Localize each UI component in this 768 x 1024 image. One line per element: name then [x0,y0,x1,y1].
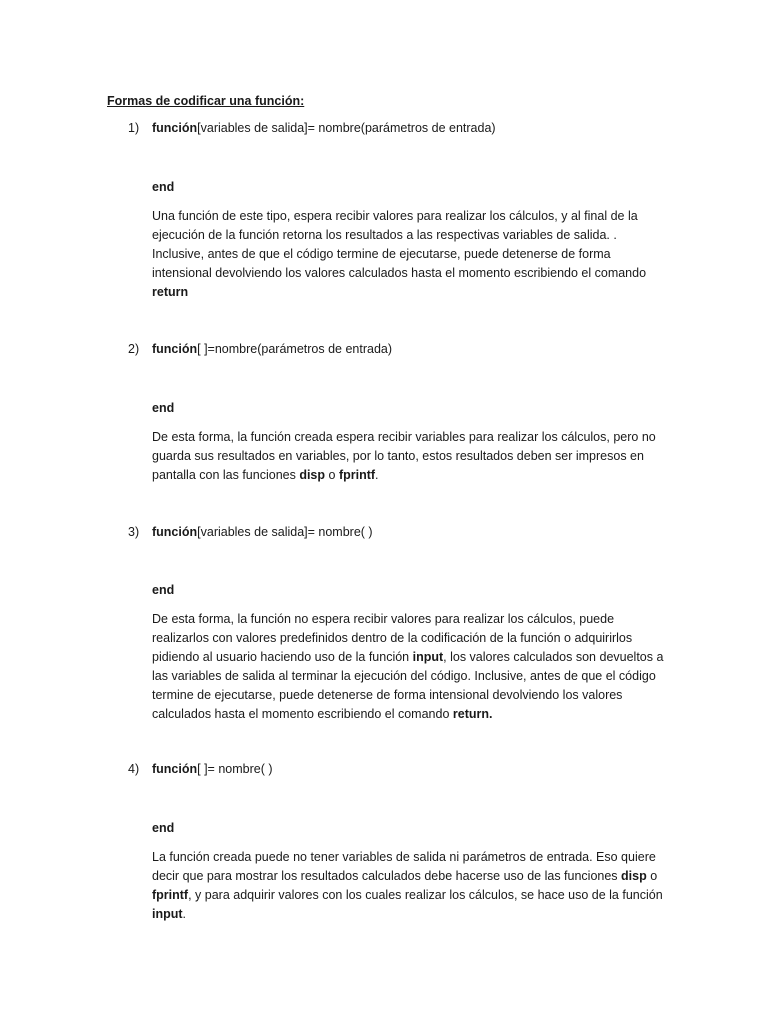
description-text: o [646,869,658,883]
bold-term: disp [621,869,647,883]
document-title: Formas de codificar una función: [107,94,305,108]
signature-text: [ ]= nombre( ) [197,762,273,776]
function-keyword: función [152,762,198,776]
item-description [152,207,666,302]
end-keyword: end [152,821,175,835]
bold-term: fprintf [338,468,376,482]
item-description [152,428,666,485]
bold-term: input [412,650,444,664]
end-keyword: end [152,401,175,415]
item-number: 3) [128,525,140,539]
description-text: o [325,468,339,482]
bold-term: input [152,907,183,921]
bold-term: return. [452,707,493,721]
description-text: De esta forma, la función no espera recibir valores para realizar los cálculos, puede realizarlos con valores predefinidos dentro de la codificación de la función o adquirirlos pidiendo al usuario haciendo uso de la función [152,612,633,664]
function-signature [152,119,496,138]
signature-text: [variables de salida]= nombre(parámetros de entrada) [197,121,496,135]
function-keyword: función [152,342,198,356]
item-number: 2) [128,342,140,356]
description-text: La función creada puede no tener variables de salida ni parámetros de entrada. Eso quiere decir que para mostrar los resultados calculados debe hacerse uso de las funciones [152,850,656,883]
bold-term: disp [299,468,326,482]
function-signature [152,760,273,779]
bold-term: fprintf [152,888,189,902]
description-text: . [375,468,379,482]
end-keyword: end [152,180,175,194]
function-keyword: función [152,121,198,135]
item-number: 1) [128,121,140,135]
bold-term: return [152,285,189,299]
description-text: , los valores calculados son devueltos a las variables de salida al terminar la ejecución del código. Inclusive, antes de que el código termine de ejecutarse, puede detenerse de forma intensional devolviendo los valores calculados hasta el momento escribiendo el comando [152,650,664,721]
description-text: Una función de este tipo, espera recibir valores para realizar los cálculos, y al final de la ejecución de la función retorna los resultados a las respectivas variables de salida. . Inclusive, antes de que el código termine de ejecutarse, puede detenerse de forma intensional devolviendo los valores calculados hasta el momento escribiendo el comando [152,209,647,280]
signature-text: [variables de salida]= nombre( ) [197,525,373,539]
function-keyword: función [152,525,198,539]
function-signature [152,523,373,542]
item-description [152,610,666,724]
end-keyword: end [152,583,175,597]
signature-text: [ ]=nombre(parámetros de entrada) [197,342,393,356]
description-text: De esta forma, la función creada espera recibir variables para realizar los cálculos, pero no guarda sus resultados en variables, por lo tanto, estos resultados deben ser impresos en pantalla con las funciones [152,430,656,482]
description-text: , y para adquirir valores con los cuales realizar los cálculos, se hace uso de la función [188,888,663,902]
item-number: 4) [128,762,140,776]
item-description [152,848,666,924]
description-text: . [182,907,187,921]
function-signature [152,340,392,359]
